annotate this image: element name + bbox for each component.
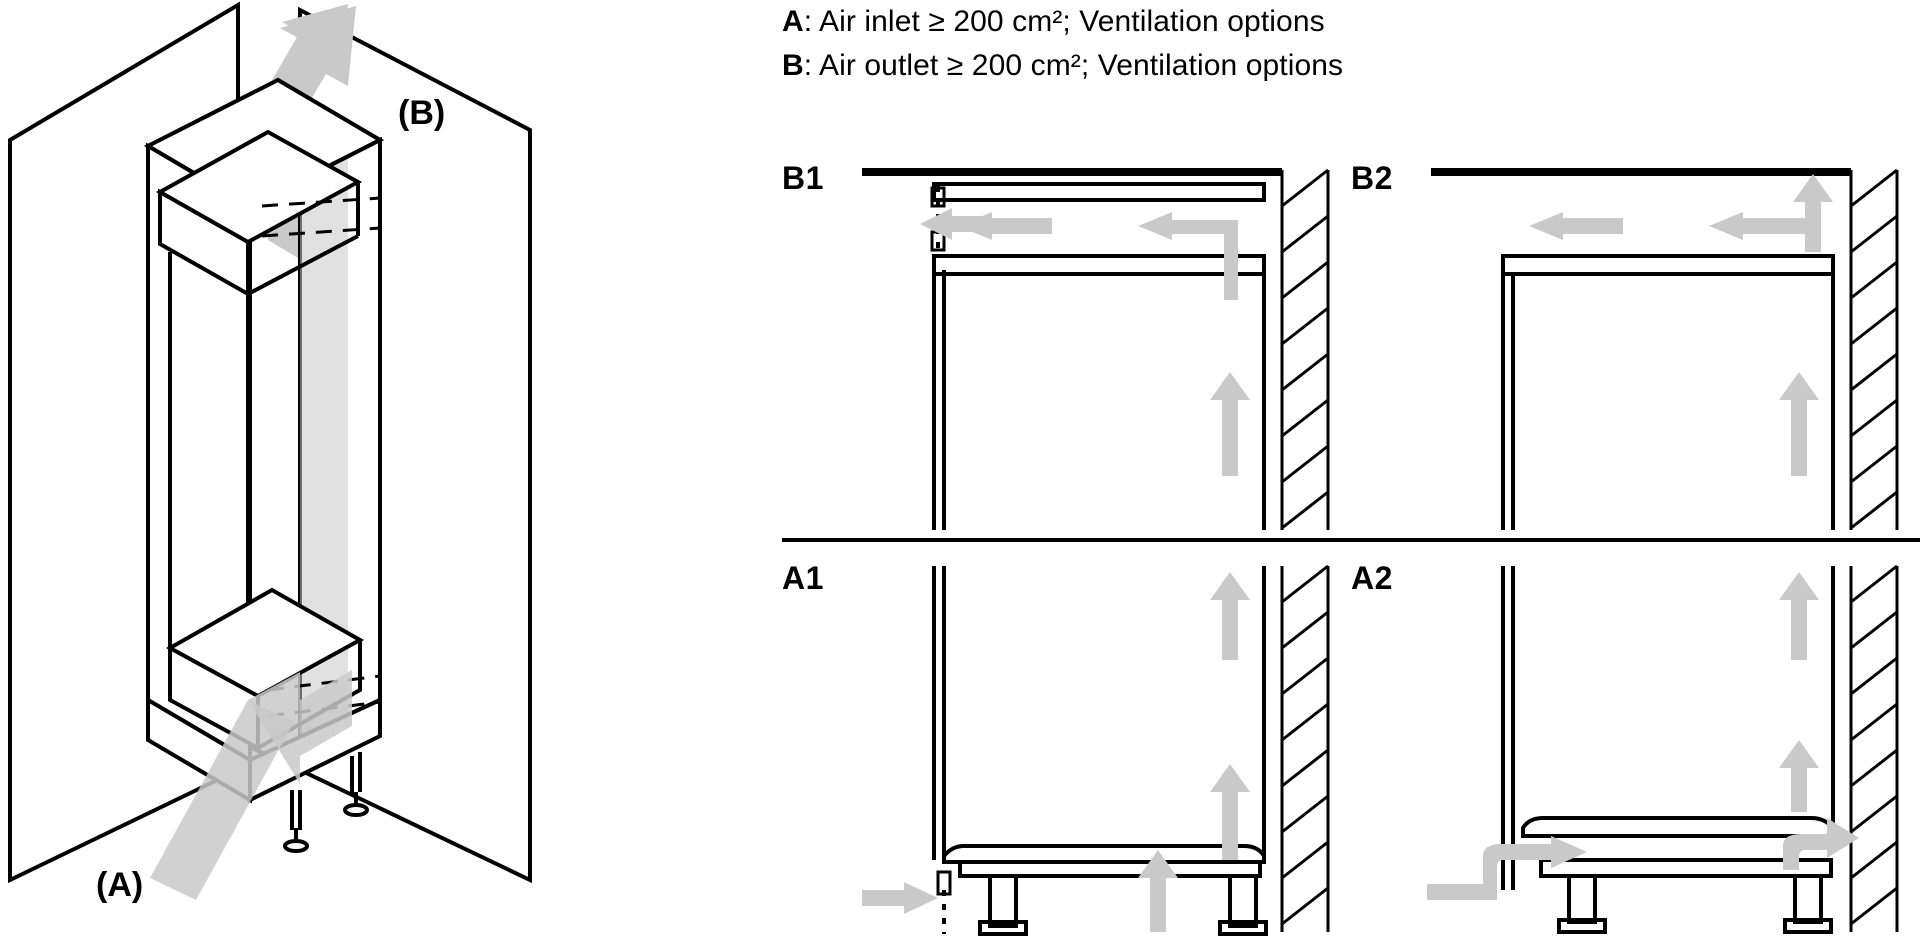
callout-a-label: (A) <box>96 866 144 904</box>
airflow-arrows <box>1529 174 1833 476</box>
diagram-b2 <box>1351 160 1920 540</box>
wall-hatch <box>1282 170 1328 530</box>
diagram-a1 <box>782 560 1351 940</box>
ventilation-option-grid <box>782 160 1920 944</box>
legend-line-a <box>782 0 1882 44</box>
cabinet-niche-perspective-illustration <box>0 0 790 944</box>
legend-line-b <box>782 44 1882 88</box>
wall-hatch <box>1851 566 1897 932</box>
airflow-arrows <box>920 208 1250 476</box>
diagram-b2-label: B2 <box>1351 160 1393 196</box>
legend <box>782 0 1882 88</box>
wall-hatch <box>1851 170 1897 530</box>
callout-b-label: (B) <box>398 94 446 132</box>
legend-text-a: : Air inlet ≥ 200 cm²; Ventilation options <box>803 5 1325 38</box>
wall-hatch <box>1282 566 1328 932</box>
diagram-b1-label: B1 <box>782 160 824 196</box>
diagram-a1-label: A1 <box>782 560 824 596</box>
legend-text-b: : Air outlet ≥ 200 cm²; Ventilation options <box>803 49 1344 82</box>
airflow-arrows <box>1427 572 1859 900</box>
right-column <box>782 0 1920 944</box>
diagram-b1 <box>782 160 1351 540</box>
legend-key-a: A <box>782 5 804 38</box>
diagram-a2-label: A2 <box>1351 560 1393 596</box>
diagram-a2 <box>1351 560 1920 940</box>
legend-key-b: B <box>782 49 804 82</box>
